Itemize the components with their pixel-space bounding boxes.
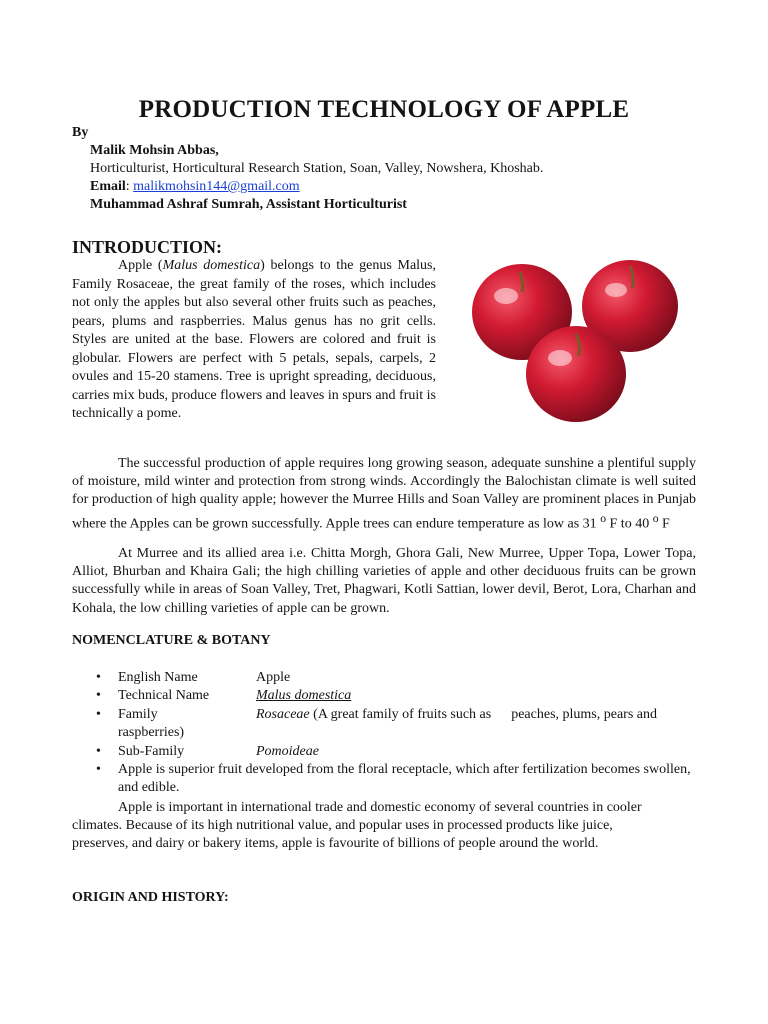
paragraph-murree: At Murree and its allied area i.e. Chitta Morgh, Ghora Gali, New Murree, Upper Topa, Lower Topa, Alliot, Bhurban and Khaira Gali; the high chilling varieties of apple and other deciduous fruits can be grown successfully while in areas of Soan Valley, Tret, Phagwari, Kotli Sattian, lower devil, Berot, Lora, Charhan and Kohala, the low chilling varieties of apple can be grown. — [72, 546, 696, 616]
author-block — [72, 124, 543, 214]
english-name-label: English Name — [118, 670, 198, 685]
subfamily-value: Pomoideae — [256, 743, 319, 759]
bullet: • — [96, 688, 101, 704]
introduction-heading: INTRODUCTION: — [72, 237, 223, 257]
paragraph-production — [72, 455, 696, 533]
origin-heading: ORIGIN AND HISTORY: — [72, 890, 229, 905]
list-item — [72, 669, 712, 687]
author-name-1: Malik Mohsin Abbas, — [90, 143, 219, 158]
introduction-paragraph — [72, 257, 436, 424]
bullet: • — [96, 670, 101, 685]
bullet: • — [96, 743, 101, 759]
list-item — [72, 706, 712, 743]
apples-photo — [460, 256, 696, 426]
english-name-value: Apple — [256, 670, 291, 685]
list-item — [72, 761, 712, 798]
email-line — [72, 178, 543, 196]
intro-species: Malus domestica — [162, 258, 261, 273]
affiliation: Horticulturist, Horticultural Research Station, Soan, Valley, Nowshera, Khoshab. — [90, 161, 544, 176]
author-name-2: Muhammad Ashraf Sumrah, Assistant Horticulturist — [90, 197, 407, 212]
para1-mid: F to 40 — [606, 516, 653, 532]
superior-fruit-text: Apple is superior fruit developed from the floral receptacle, which after fertilization becomes swollen, and edible. — [118, 762, 691, 796]
by-label: By — [72, 125, 89, 140]
bullet: • — [96, 706, 101, 722]
family-value: Rosaceae — [256, 706, 310, 722]
intro-text-a: Apple ( — [118, 258, 163, 273]
email-link[interactable]: malikmohsin144@gmail.com — [133, 179, 300, 194]
apple-bottom — [526, 326, 626, 422]
subfamily-label: Sub-Family — [118, 743, 185, 759]
technical-name-value: Malus domestica — [256, 688, 352, 704]
paragraph-importance: Apple is important in international trade and domestic economy of several countries in cooler climates. Because of its high nutritional value, and popular uses in processed products like juice, preserves, and dairy or bakery items, apple is favourite of billions of people around the world. — [72, 800, 642, 852]
page-title: PRODUCTION TECHNOLOGY OF APPLE — [138, 96, 630, 123]
email-colon: : — [125, 179, 134, 194]
list-item — [72, 743, 712, 761]
technical-name-label: Technical Name — [118, 688, 210, 704]
para1-end: F — [658, 516, 670, 532]
degree-1: o — [600, 511, 607, 525]
degree-2: o — [652, 511, 659, 525]
email-label: Email — [90, 179, 126, 194]
nomenclature-list — [72, 669, 712, 798]
nomenclature-heading: NOMENCLATURE & BOTANY — [72, 633, 271, 648]
para1-text: The successful production of apple requires long growing season, adequate sunshine a plentiful supply of moisture, mild winter and protection from strong winds. Accordingly the Balochistan climate is well suited for production of high quality apple; however the Murree Hills and Soan Valley are prominent places in Punjab where the Apples can be grown successfully. Apple trees can endure temperature as low as 31 — [72, 456, 696, 532]
family-note-a: (A great family of fruits such as — [309, 706, 492, 722]
family-label: Family — [118, 706, 158, 722]
intro-text-b: ) belongs to the genus Malus, Family Rosaceae, the great family of the roses, which includes not only the apples but also several other fruits such as peaches, pears, plums and raspberries. Malus genus has no grit cells. Styles are united at the base. Flowers are colored and fruit is globular. Flowers are perfect with 5 petals, sepals, carpels, 2 ovules and 15-20 stamens. Tree is upright spreading, deciduous, carries mix buds, produce flowers and leaves in spurs and fruit is technically a pome. — [72, 258, 436, 421]
list-item — [72, 687, 712, 705]
bullet: • — [96, 762, 101, 778]
family-note-b: peaches, plums, pears and raspberries) — [118, 706, 658, 741]
